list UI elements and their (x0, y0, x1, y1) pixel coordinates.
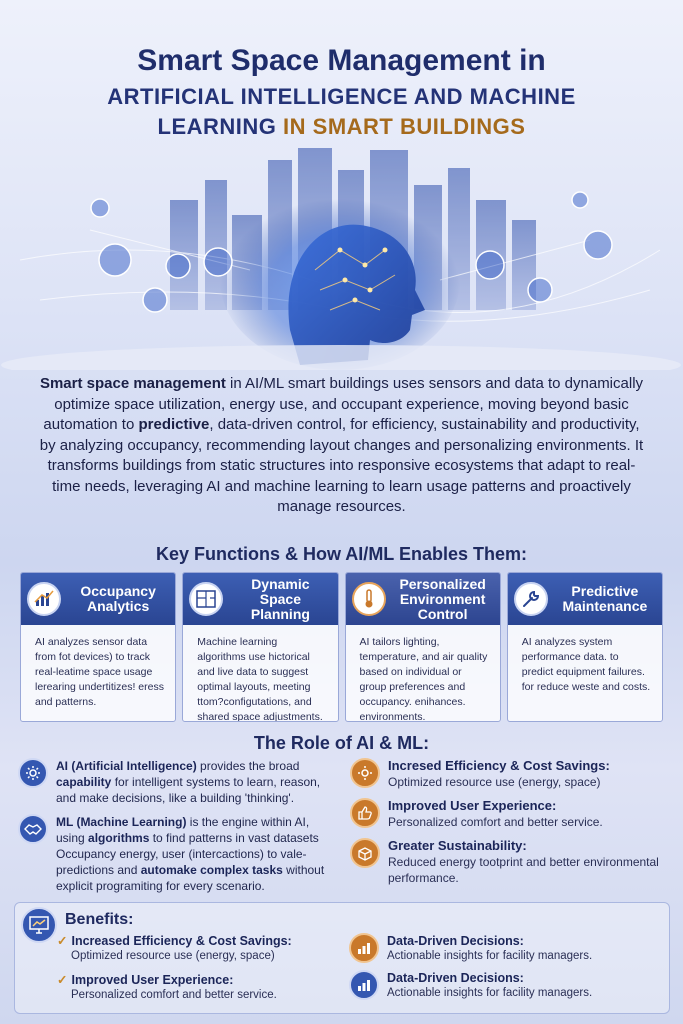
floor-plan-icon (189, 582, 223, 616)
bar-chart-icon (27, 582, 61, 616)
page-title: Smart Space Management in (137, 44, 546, 77)
role-item-ml (18, 814, 338, 894)
intro-bold-mid: predictive (138, 416, 210, 433)
role-heading: The Role of AI & ML: (253, 733, 430, 753)
role-definitions (18, 758, 338, 902)
role-text: for intelligent systems to learn, reason, and make decisions, like a building 'thinking'. (56, 775, 321, 805)
role-text: to find patterns in vast datasets Occupancy energy, user (intercactions) to vale-predictions and (56, 831, 319, 877)
card-body: AI analyzes system performance data. to predict equipment failures. for reduce weste and costs. (521, 636, 651, 693)
ai-brain-city-illustration (0, 140, 683, 370)
role-outcome-user-experience (350, 798, 670, 830)
gear-brain-icon (18, 758, 48, 788)
benefit-text: Personalized comfort and better service. (71, 989, 277, 1001)
card-title: Predictive Maintenance (562, 583, 648, 614)
role-bold: ML (Machine Learning) (56, 815, 187, 829)
intro-text-2: , data-driven control, for efficiency, sustainability and productivity, by analyzing occupancy, recommending layout changes and personalizing environments. It transforms buildings from static structures into responsive ecosystems that adapt to real-time needs, leveraging AI and machine learning to learn usage patterns and proactively manage resources. (39, 416, 644, 515)
card-title: Occupancy Analytics (80, 583, 156, 614)
wrench-icon (514, 582, 548, 616)
card-body: Machine learning algorithms use hictorical and live data to suggest optimal layouts, meeting ttom?configutations, and shared space adjustments. (197, 636, 323, 722)
subtitle-accent: IN SMART BUILDINGS (283, 114, 526, 139)
card-title: Dynamic Space Planning (250, 575, 310, 622)
role-bold: AI (Artificial Intelligence) (56, 759, 197, 773)
benefits-list-right (349, 933, 661, 1007)
card-body: AI tailors lighting, temperature, and air quality based on individual or group preferences and occupancy. enihances. environments. (359, 636, 488, 722)
outcome-heading: Incresed Efficiency & Cost Savings: (388, 758, 610, 773)
benefit-heading: Improved User Experience: (71, 973, 234, 987)
role-bold: automake complex tasks (140, 863, 283, 877)
card-header (346, 573, 500, 625)
outcome-heading: Greater Sustainability: (388, 838, 527, 853)
gear-icon (350, 758, 380, 788)
role-text: is the engine within AI, using (56, 815, 310, 845)
leaf-box-icon (350, 838, 380, 868)
key-functions-heading: Key Functions & How AI/ML Enables Them: (155, 544, 528, 564)
role-text-ai (56, 758, 338, 806)
benefit-text: Actionable insights for facility managers. (387, 987, 593, 999)
outcome-text: Reduced energy tootprint and better environmental performance. (388, 855, 659, 885)
card-header (183, 573, 337, 625)
page-subtitle-line-2 (0, 114, 683, 140)
role-text-ml (56, 814, 338, 894)
card-predictive-maintenance (507, 572, 663, 722)
role-outcomes (350, 758, 670, 894)
card-body: AI analyzes sensor data from fot devices) to track real-leatime space usage lerearing undertitizes! eress and patterns. (35, 636, 164, 708)
card-header (21, 573, 175, 625)
benefit-heading: Increased Efficiency & Cost Savings: (71, 934, 292, 948)
benefits-heading: Benefits: (65, 911, 134, 928)
card-dynamic-space-planning (182, 572, 338, 722)
role-text: without explicit programiting for every scenario. (56, 863, 325, 893)
benefit-item (349, 933, 661, 964)
benefit-text: Optimized resource use (energy, space) (71, 950, 275, 962)
key-functions-cards (20, 572, 663, 722)
benefit-text: Actionable insights for facility managers. (387, 950, 593, 962)
benefit-heading: Data-Driven Decisions: (387, 934, 524, 948)
benefit-heading: Data-Driven Decisions: (387, 971, 524, 985)
checkmark-icon: ✓ (57, 934, 68, 948)
card-header (508, 573, 662, 625)
role-outcome-sustainability (350, 838, 670, 886)
subtitle-main: LEARNING (157, 114, 277, 139)
benefit-item (349, 970, 661, 1001)
page-subtitle-line-1: ARTIFICIAL INTELLIGENCE AND MACHINE (107, 84, 576, 109)
bar-chart-blue-icon (349, 970, 379, 1000)
card-title: Personalized Environment Control (399, 575, 486, 622)
role-bold: algorithms (88, 831, 150, 845)
thermostat-icon (352, 582, 386, 616)
chart-screen-icon (21, 907, 57, 943)
outcome-text: Optimized resource use (energy, space) (388, 775, 601, 789)
benefits-panel (14, 902, 670, 1014)
role-item-ai (18, 758, 338, 806)
outcome-text: Personalized comfort and better service. (388, 815, 603, 829)
benefits-list-left (57, 933, 347, 1011)
role-bold: capability (56, 775, 112, 789)
thumbs-up-icon (350, 798, 380, 828)
intro-bold-lead: Smart space management (39, 375, 226, 392)
card-personalized-environment-control (345, 572, 501, 722)
checkmark-icon: ✓ (57, 973, 68, 987)
role-text: provides the broad (196, 759, 300, 773)
role-outcome-efficiency (350, 758, 670, 790)
card-occupancy-analytics (20, 572, 176, 722)
outcome-heading: Improved User Experience: (388, 798, 557, 813)
handshake-icon (18, 814, 48, 844)
bar-chart-orange-icon (349, 933, 379, 963)
benefit-item (57, 933, 347, 964)
intro-paragraph (34, 374, 649, 518)
hero-illustration (0, 140, 683, 370)
benefit-item (57, 972, 347, 1003)
intro-text-1: in AI/ML smart buildings uses sensors and data to dynamically optimize space utilization, energy use, and occupant experience, moving beyond basic automation to (43, 375, 644, 433)
